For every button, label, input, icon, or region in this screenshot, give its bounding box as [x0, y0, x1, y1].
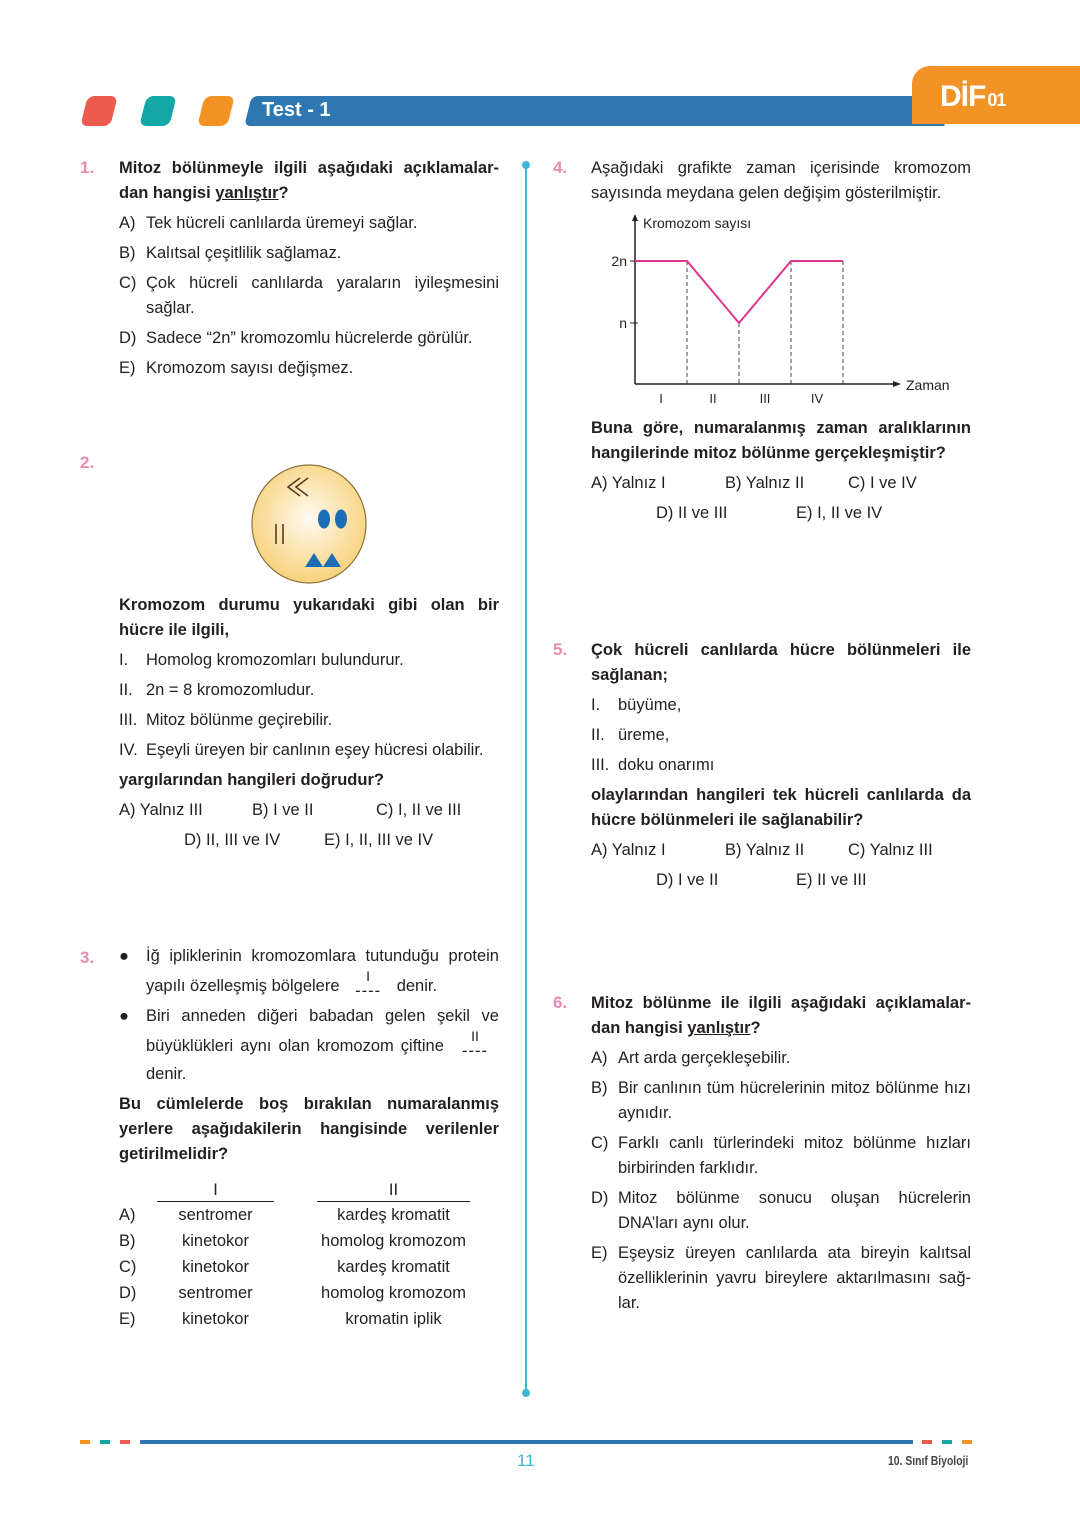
divider-dot-bottom: [522, 1389, 530, 1397]
option-label: E): [591, 1244, 608, 1262]
option-text: üreme,: [618, 726, 670, 744]
red-tab: [80, 96, 117, 126]
option-col-ii[interactable]: kromatin iplik: [345, 1310, 442, 1328]
chromosome-line: [635, 261, 843, 323]
option-label[interactable]: C): [119, 1258, 137, 1276]
y-tick-label: n: [619, 315, 627, 331]
question-number: 4.: [553, 158, 568, 177]
question-number: 1.: [80, 158, 95, 177]
option-label: A): [591, 1049, 608, 1067]
option-1[interactable]: [591, 1046, 971, 1071]
y-axis-label: Kromozom sayısı: [643, 215, 752, 231]
option-text: doku onarımı: [618, 756, 715, 774]
question-number: 6.: [553, 993, 568, 1012]
option-text: Mitoz bölünme geçirebilir.: [146, 711, 333, 729]
option-text: Art arda gerçekleşebilir.: [618, 1049, 791, 1067]
statement-1: ● İğ ipliklerinin kromozomlara tutunduğu protein yapılı özelleşmiş bölgelere I ---- denir.: [119, 947, 499, 1000]
test-title: Test - 1: [262, 99, 331, 121]
x-axis-arrow: [893, 381, 901, 387]
book-title: 10. Sınıf Biyoloji: [888, 1453, 969, 1468]
option-2[interactable]: [119, 241, 499, 266]
option-label: D): [591, 1189, 609, 1207]
answer-row: [119, 828, 499, 858]
option-1[interactable]: [119, 211, 499, 236]
question-prompt: olaylarından hangileri tek hücreli canlılarda da hücre bölünmeleri ile sağlanabilir?: [591, 786, 971, 829]
option-text: Tek hücreli canlılarda üremeyi sağlar.: [146, 214, 418, 232]
option-text: Homolog kromozomları bulundurur.: [146, 651, 404, 669]
option-text: Sadece “2n” kromozomlu hücrelerde görülür.: [146, 329, 473, 347]
footer-mark: [100, 1440, 110, 1444]
option-text: 2n = 8 kromozomludur.: [146, 681, 315, 699]
option-label[interactable]: B): [119, 1232, 136, 1250]
footer-mark: [942, 1440, 952, 1444]
option-label[interactable]: A): [119, 1206, 136, 1224]
footer-line: [140, 1440, 913, 1444]
option-label[interactable]: E): [119, 1310, 136, 1328]
option-text: büyüme,: [618, 696, 682, 714]
option-col-ii[interactable]: kardeş kromatit: [337, 1258, 450, 1276]
footer-mark: [962, 1440, 972, 1444]
option-3[interactable]: [119, 271, 499, 321]
answer-c[interactable]: C) Yalnız III: [848, 841, 933, 859]
option-text: Eşeyli üreyen bir canlının eşey hücresi olabilir.: [146, 741, 484, 759]
option-label[interactable]: D): [119, 1284, 137, 1302]
answer-c[interactable]: C) I, II ve III: [376, 801, 462, 819]
option-3: [119, 708, 499, 733]
question-prompt: yargılarından hangileri doğrudur?: [119, 771, 384, 789]
option-text: Eşeysiz üreyen canlılarda ata bireyin kalıtsal özelliklerinin yavru bireylere aktarılmasını sağ-lar.: [618, 1244, 971, 1312]
option-4: [119, 738, 499, 763]
option-text: Bir canlının tüm hücrelerinin mitoz bölünme hızı aynıdır.: [618, 1079, 971, 1122]
question-number: 2.: [80, 453, 95, 472]
chromosome-pair-oval: [318, 510, 330, 529]
option-col-i[interactable]: kinetokor: [182, 1310, 249, 1328]
footer-mark: [120, 1440, 130, 1444]
logo-text: DİF: [940, 80, 986, 113]
orange-tab: [197, 96, 234, 126]
option-text: Kromozom sayısı değişmez.: [146, 359, 354, 377]
question-stem: Çok hücreli canlılarda hücre bölünmeleri ile sağlanan;: [591, 641, 971, 684]
answer-d[interactable]: D) I ve II: [656, 871, 719, 889]
page-number: 11: [517, 1451, 535, 1470]
question-stem: Bu cümlelerde boş bırakılan numaralanmış yerlere aşağıdakilerin hangisinde verilenler getirilmelidir?: [119, 1095, 499, 1163]
option-text: Mitoz bölünme sonucu oluşan hücrelerin DNA’ları aynı olur.: [618, 1189, 971, 1232]
option-text: Kalıtsal çeşitlilik sağlamaz.: [146, 244, 342, 262]
chromosome-graph: [590, 208, 970, 408]
option-label: I.: [119, 651, 129, 669]
answer-row: [591, 501, 971, 531]
option-label: B): [119, 244, 136, 262]
option-text: Çok hücreli canlılarda yaraların iyileşmesini sağlar.: [146, 274, 499, 317]
answer-c[interactable]: C) I ve IV: [848, 474, 917, 492]
question-1: [119, 156, 499, 381]
answer-row: [591, 838, 971, 868]
answer-a[interactable]: A) Yalnız III: [119, 801, 203, 819]
divider-dot-top: [522, 161, 530, 169]
column-header-i: I: [157, 1179, 274, 1202]
answer-e[interactable]: E) II ve III: [796, 871, 867, 889]
question-number: 3.: [80, 948, 95, 967]
interval-label: III: [759, 391, 771, 406]
option-2[interactable]: [591, 1076, 971, 1126]
option-3[interactable]: [591, 1131, 971, 1181]
option-label: II.: [591, 726, 605, 744]
option-col-i[interactable]: kinetokor: [182, 1258, 249, 1276]
option-col-ii[interactable]: homolog kromozom: [321, 1284, 466, 1302]
answer-e[interactable]: E) I, II ve IV: [796, 504, 883, 522]
question-3: [119, 942, 499, 1332]
option-label: C): [591, 1134, 609, 1152]
option-label: III.: [591, 756, 610, 774]
option-text: Farklı canlı türlerindeki mitoz bölünme hızları birbirinden farklıdır.: [618, 1134, 971, 1177]
question-stem: Mitoz bölünme ile ilgili aşağıdaki açıklamalar-dan hangisi yanlıştır?: [591, 994, 971, 1037]
option-label: C): [119, 274, 137, 292]
logo-sub: 01: [987, 90, 1006, 110]
option-1: [591, 693, 971, 718]
option-label: II.: [119, 681, 133, 699]
question-number: 5.: [553, 640, 568, 659]
option-col-ii[interactable]: kardeş kromatit: [337, 1206, 450, 1224]
question-5: [591, 638, 971, 898]
answer-d[interactable]: D) II ve III: [656, 504, 728, 522]
answer-b[interactable]: B) Yalnız II: [725, 841, 805, 859]
option-4[interactable]: [591, 1186, 971, 1236]
question-2: [119, 593, 499, 858]
option-5[interactable]: [591, 1241, 971, 1316]
interval-label: II: [709, 391, 717, 406]
option-col-i[interactable]: sentromer: [178, 1284, 253, 1302]
cell-diagram: [248, 462, 370, 586]
option-label: E): [119, 359, 136, 377]
answer-row: [591, 471, 971, 501]
answer-e[interactable]: E) I, II, III ve IV: [324, 831, 434, 849]
question-6: [591, 991, 971, 1316]
option-label: IV.: [119, 741, 138, 759]
title-banner: [244, 96, 951, 126]
option-2: [119, 678, 499, 703]
interval-label: I: [659, 391, 663, 406]
y-tick-label: 2n: [611, 253, 627, 269]
option-col-ii[interactable]: homolog kromozom: [321, 1232, 466, 1250]
option-1: [119, 648, 499, 673]
question-stem: Kromozom durumu yukarıdaki gibi olan bir hücre ile ilgili,: [119, 596, 499, 639]
answer-a[interactable]: A) Yalnız I: [591, 474, 666, 492]
footer-mark: [922, 1440, 932, 1444]
question-stem: Mitoz bölünmeyle ilgili aşağıdaki açıklamalar-dan hangisi yanlıştır?: [119, 159, 499, 202]
column-divider: [525, 163, 527, 1393]
column-header-ii: II: [317, 1179, 470, 1202]
blank-ii: II ----: [462, 1028, 488, 1060]
footer-mark: [80, 1440, 90, 1444]
option-label: I.: [591, 696, 601, 714]
option-2: [591, 723, 971, 748]
teal-tab: [139, 96, 176, 126]
option-label: D): [119, 329, 137, 347]
question-4: [591, 156, 971, 531]
answer-row: [591, 868, 971, 898]
option-5[interactable]: [119, 356, 499, 381]
statement-2: ● Biri anneden diğeri babadan gelen şekil ve büyüklükleri aynı olan kromozom çiftine II ---- denir.: [119, 1007, 499, 1083]
question-intro: Aşağıdaki grafikte zaman içerisinde kromozom sayısında meydana gelen değişim gösterilmiştir.: [591, 159, 971, 202]
x-axis-label: Zaman: [906, 377, 950, 393]
option-label: III.: [119, 711, 138, 729]
answer-b[interactable]: B) Yalnız II: [725, 474, 805, 492]
answer-b[interactable]: B) I ve II: [252, 801, 314, 819]
option-label: A): [119, 214, 136, 232]
option-col-i[interactable]: sentromer: [178, 1206, 253, 1224]
option-col-i[interactable]: kinetokor: [182, 1232, 249, 1250]
logo: [940, 80, 1005, 114]
answer-d[interactable]: D) II, III ve IV: [184, 831, 281, 849]
answer-a[interactable]: A) Yalnız I: [591, 841, 666, 859]
option-label: B): [591, 1079, 608, 1097]
option-3: [591, 753, 971, 778]
question-stem: Buna göre, numaralanmış zaman aralıklarının hangilerinde mitoz bölünme gerçekleşmiştir?: [591, 419, 971, 462]
interval-label: IV: [810, 391, 824, 406]
answer-table: [119, 1179, 499, 1332]
option-4[interactable]: [119, 326, 499, 351]
y-axis-arrow: [632, 214, 638, 221]
answer-row: [119, 798, 499, 828]
blank-i: I ----: [355, 968, 382, 1000]
